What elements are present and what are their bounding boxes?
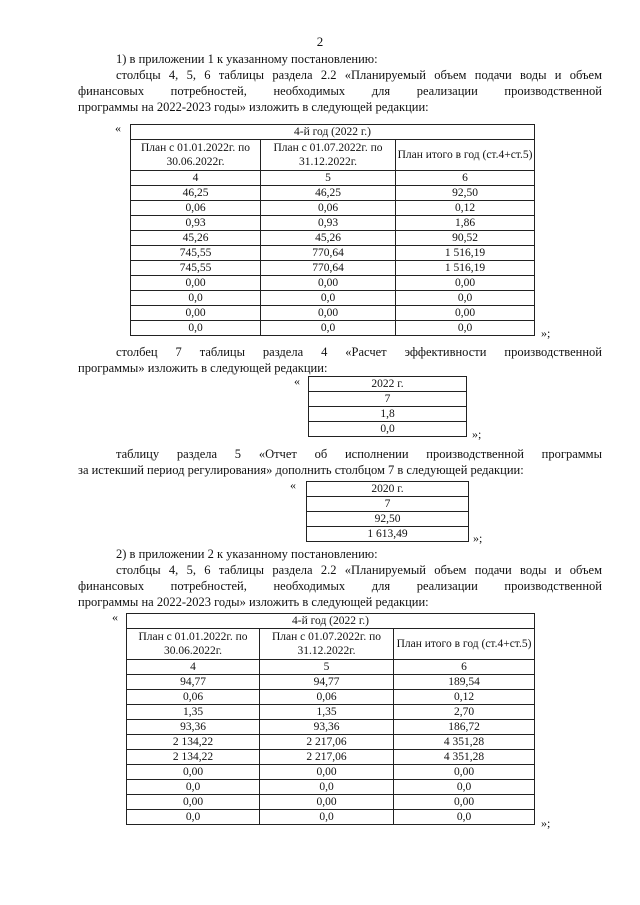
section2-line1: столбец 7 таблицы раздела 4 «Расчет эффективности производственной bbox=[116, 345, 602, 359]
table-cell: 0,06 bbox=[261, 201, 396, 216]
section4-intro-line3: программы на 2022-2023 годы» изложить в следующей редакции: bbox=[78, 595, 429, 609]
table-row bbox=[127, 780, 535, 795]
table-cell: 0,00 bbox=[394, 765, 535, 780]
quote-open: « bbox=[294, 374, 300, 388]
quote-open: « bbox=[115, 121, 121, 135]
section4-intro-line2: финансовых потребностей, необходимых для реализации производственной bbox=[78, 579, 602, 593]
table-cell: 45,26 bbox=[261, 231, 396, 246]
table-row bbox=[307, 527, 469, 542]
table-cell: 1,8 bbox=[309, 407, 467, 422]
table-cell: 0,06 bbox=[131, 201, 261, 216]
table-cell: 0,12 bbox=[394, 690, 535, 705]
section4-intro-line1: столбцы 4, 5, 6 таблицы раздела 2.2 «Планируемый объем подачи воды и объем bbox=[116, 563, 602, 577]
table-cell: 94,77 bbox=[260, 675, 394, 690]
quote-open: « bbox=[112, 610, 118, 624]
section3-line2: за истекший период регулирования» дополнить столбцом 7 в следующей редакции: bbox=[78, 463, 524, 477]
page-number: 2 bbox=[316, 34, 324, 49]
table-row bbox=[127, 765, 535, 780]
table-row bbox=[127, 810, 535, 825]
table-cell: 90,52 bbox=[396, 231, 535, 246]
table-row bbox=[131, 231, 535, 246]
table-cell: 0,0 bbox=[260, 780, 394, 795]
table-row bbox=[309, 392, 467, 407]
table-cell: 189,54 bbox=[394, 675, 535, 690]
table-appendix2-section2-2 bbox=[126, 613, 535, 825]
table-cell: 2022 г. bbox=[309, 377, 467, 392]
table-cell: 1,86 bbox=[396, 216, 535, 231]
quote-close: »; bbox=[472, 427, 482, 441]
table-cell: 94,77 bbox=[127, 675, 260, 690]
column-number: 5 bbox=[261, 171, 396, 186]
table-cell: 770,64 bbox=[261, 246, 396, 261]
table-cell: 2020 г. bbox=[307, 482, 469, 497]
table-cell: 2,70 bbox=[394, 705, 535, 720]
column-header: План итого в год (ст.4+ст.5) bbox=[396, 140, 535, 171]
section1-intro-line3: программы на 2022-2023 годы» изложить в следующей редакции: bbox=[78, 100, 429, 114]
table-header-row bbox=[127, 614, 535, 629]
table-row bbox=[309, 422, 467, 437]
table-cell: 0,0 bbox=[396, 321, 535, 336]
table-cell: 92,50 bbox=[396, 186, 535, 201]
quote-close: »; bbox=[473, 531, 483, 545]
table-cell: 46,25 bbox=[131, 186, 261, 201]
column-number-row bbox=[131, 171, 535, 186]
table-cell: 1 516,19 bbox=[396, 246, 535, 261]
quote-open: « bbox=[290, 478, 296, 492]
table-cell: 0,00 bbox=[261, 276, 396, 291]
column-header: План с 01.01.2022г. по 30.06.2022г. bbox=[131, 140, 261, 171]
table-cell: 7 bbox=[309, 392, 467, 407]
table-cell: 0,00 bbox=[261, 306, 396, 321]
column-number: 6 bbox=[394, 660, 535, 675]
table-cell: 0,00 bbox=[131, 306, 261, 321]
table-cell: 1 516,19 bbox=[396, 261, 535, 276]
quote-close: »; bbox=[541, 816, 551, 830]
column-header: План с 01.01.2022г. по 30.06.2022г. bbox=[127, 629, 260, 660]
table-row bbox=[131, 261, 535, 276]
table-cell: 0,0 bbox=[261, 291, 396, 306]
table-row bbox=[127, 705, 535, 720]
group-header: 4-й год (2022 г.) bbox=[131, 125, 535, 140]
table-row bbox=[131, 216, 535, 231]
column-header: План итого в год (ст.4+ст.5) bbox=[394, 629, 535, 660]
table-header-row bbox=[131, 125, 535, 140]
table-cell: 0,06 bbox=[127, 690, 260, 705]
table-cell: 0,0 bbox=[309, 422, 467, 437]
table-header-row bbox=[131, 140, 535, 171]
table-row bbox=[309, 377, 467, 392]
table-cell: 2 217,06 bbox=[260, 735, 394, 750]
table-cell: 2 134,22 bbox=[127, 750, 260, 765]
column-number: 4 bbox=[127, 660, 260, 675]
table-cell: 0,06 bbox=[260, 690, 394, 705]
table-cell: 92,50 bbox=[307, 512, 469, 527]
table-cell: 186,72 bbox=[394, 720, 535, 735]
table-cell: 0,00 bbox=[260, 795, 394, 810]
group-header: 4-й год (2022 г.) bbox=[127, 614, 535, 629]
table-row bbox=[131, 246, 535, 261]
table-cell: 770,64 bbox=[261, 261, 396, 276]
table-row bbox=[307, 512, 469, 527]
column-number-row bbox=[127, 660, 535, 675]
table-row bbox=[307, 482, 469, 497]
table-header-row bbox=[127, 629, 535, 660]
table-cell: 0,0 bbox=[261, 321, 396, 336]
table-row bbox=[307, 497, 469, 512]
table-row bbox=[131, 306, 535, 321]
section3-line1: таблицу раздела 5 «Отчет об исполнении производственной программы bbox=[116, 447, 602, 461]
table-cell: 2 134,22 bbox=[127, 735, 260, 750]
table-row bbox=[309, 407, 467, 422]
table-section4-column7 bbox=[308, 376, 467, 437]
table-cell: 4 351,28 bbox=[394, 735, 535, 750]
table-row bbox=[127, 735, 535, 750]
table-row bbox=[131, 276, 535, 291]
table-cell: 2 217,06 bbox=[260, 750, 394, 765]
table-cell: 1,35 bbox=[127, 705, 260, 720]
table-section5-column7 bbox=[306, 481, 469, 542]
table-cell: 0,0 bbox=[394, 780, 535, 795]
table-cell: 745,55 bbox=[131, 261, 261, 276]
section4-title: 2) в приложении 2 к указанному постановлению: bbox=[116, 547, 378, 561]
table-row bbox=[127, 690, 535, 705]
column-number: 6 bbox=[396, 171, 535, 186]
table-cell: 1 613,49 bbox=[307, 527, 469, 542]
section1-title: 1) в приложении 1 к указанному постановлению: bbox=[116, 52, 378, 66]
column-number: 5 bbox=[260, 660, 394, 675]
table-cell: 1,35 bbox=[260, 705, 394, 720]
column-number: 4 bbox=[131, 171, 261, 186]
quote-close: »; bbox=[541, 326, 551, 340]
table-row bbox=[127, 675, 535, 690]
table-cell: 0,00 bbox=[131, 276, 261, 291]
table-cell: 45,26 bbox=[131, 231, 261, 246]
table-cell: 0,0 bbox=[127, 810, 260, 825]
table-cell: 93,36 bbox=[260, 720, 394, 735]
table-cell: 745,55 bbox=[131, 246, 261, 261]
table-cell: 0,00 bbox=[127, 765, 260, 780]
table-cell: 0,12 bbox=[396, 201, 535, 216]
table-appendix1-section2-2 bbox=[130, 124, 535, 336]
table-cell: 7 bbox=[307, 497, 469, 512]
table-cell: 46,25 bbox=[261, 186, 396, 201]
table-cell: 0,0 bbox=[131, 321, 261, 336]
column-header: План с 01.07.2022г. по 31.12.2022г. bbox=[260, 629, 394, 660]
table-cell: 0,93 bbox=[261, 216, 396, 231]
table-cell: 0,00 bbox=[396, 276, 535, 291]
table-row bbox=[131, 186, 535, 201]
section2-line2: программы» изложить в следующей редакции: bbox=[78, 361, 328, 375]
section1-intro-line2: финансовых потребностей, необходимых для реализации производственной bbox=[78, 84, 602, 98]
table-cell: 0,0 bbox=[260, 810, 394, 825]
column-header: План с 01.07.2022г. по 31.12.2022г. bbox=[261, 140, 396, 171]
table-cell: 0,0 bbox=[131, 291, 261, 306]
table-cell: 0,00 bbox=[394, 795, 535, 810]
table-cell: 93,36 bbox=[127, 720, 260, 735]
table-row bbox=[127, 750, 535, 765]
table-row bbox=[127, 795, 535, 810]
table-cell: 0,93 bbox=[131, 216, 261, 231]
table-cell: 0,0 bbox=[394, 810, 535, 825]
table-row bbox=[127, 720, 535, 735]
table-row bbox=[131, 291, 535, 306]
table-cell: 0,00 bbox=[260, 765, 394, 780]
table-cell: 0,00 bbox=[396, 306, 535, 321]
table-row bbox=[131, 201, 535, 216]
table-cell: 0,0 bbox=[396, 291, 535, 306]
table-cell: 0,00 bbox=[127, 795, 260, 810]
section1-intro-line1: столбцы 4, 5, 6 таблицы раздела 2.2 «Планируемый объем подачи воды и объем bbox=[116, 68, 602, 82]
table-cell: 0,0 bbox=[127, 780, 260, 795]
table-row bbox=[131, 321, 535, 336]
table-cell: 4 351,28 bbox=[394, 750, 535, 765]
